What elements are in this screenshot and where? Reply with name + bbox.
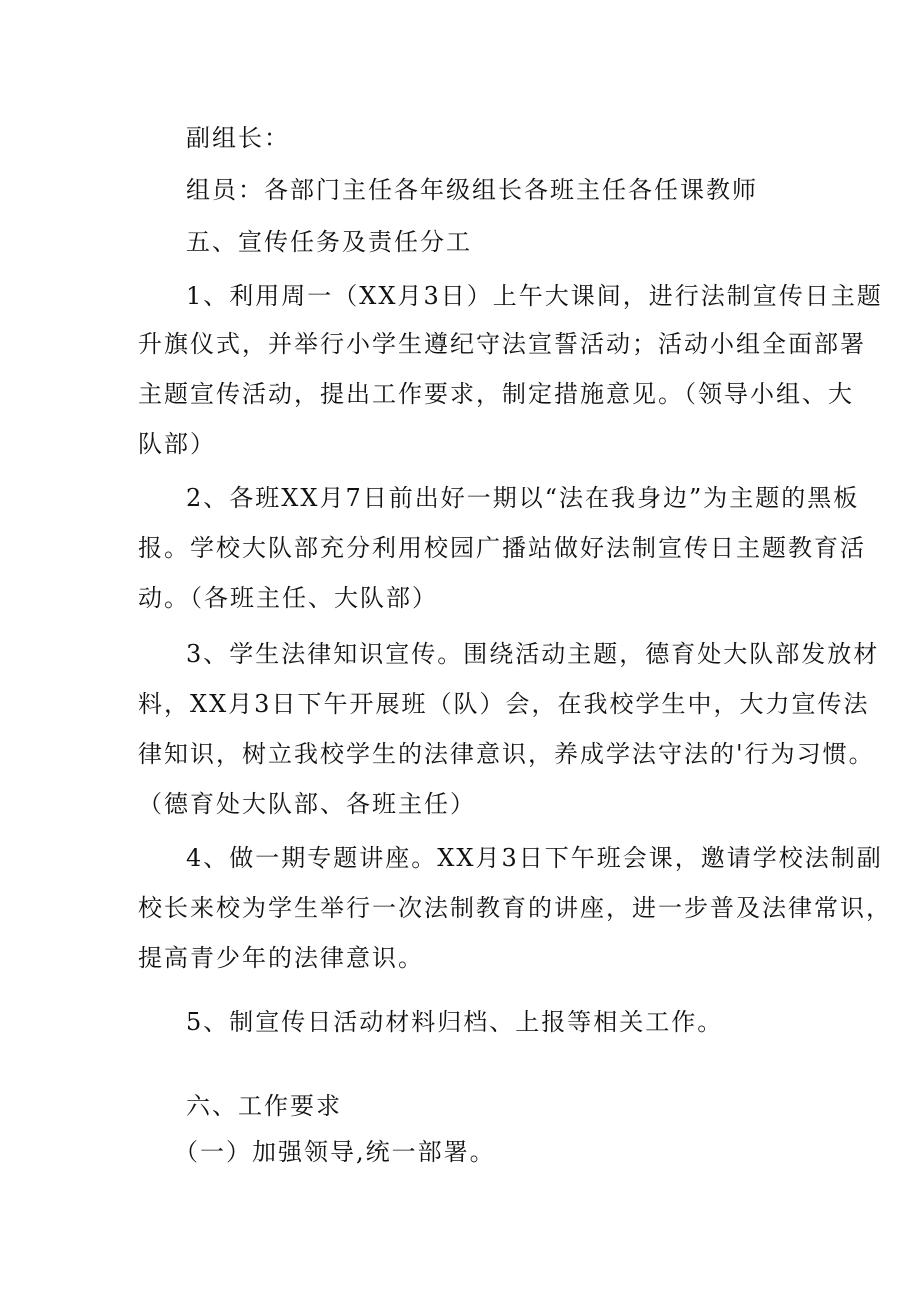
item-1-line-4: 队部） [138, 430, 216, 458]
item-2-line-1: 2、各班XX月7日前出好一期以“法在我身边”为主题的黑板 [186, 484, 860, 512]
item-5-line: 5、制宣传日活动材料归档、上报等相关工作。 [186, 1008, 724, 1036]
section-six-heading: 六、工作要求 [186, 1092, 342, 1120]
item-1-line-1: 1、利用周一（XX月3日）上午大课间，进行法制宣传日主题 [186, 282, 883, 310]
item-1-line-3: 主题宣传活动，提出工作要求，制定措施意见。（领导小组、大 [138, 380, 854, 408]
requirement-1-line: （一）加强领导,统一部署。 [174, 1138, 496, 1166]
section-five-heading: 五、宣传任务及责任分工 [186, 228, 472, 256]
item-3-line-2: 料，XX月3日下午开展班（队）会，在我校学生中，大力宣传法 [138, 690, 870, 718]
item-2-line-3: 动。（各班主任、大队部） [138, 584, 438, 612]
item-3-line-4: （德育处大队部、各班主任） [138, 790, 476, 818]
item-2-line-2: 报。学校大队部充分利用校园广播站做好法制宣传日主题教育活 [138, 534, 866, 562]
item-4-line-2: 校长来校为学生举行一次法制教育的讲座，进一步普及法律常识， [138, 894, 892, 922]
item-1-line-2: 升旗仪式，并举行小学生遵纪守法宣誓活动；活动小组全面部署 [138, 330, 866, 358]
members-line: 组员：各部门主任各年级组长各班主任各任课教师 [186, 176, 758, 204]
deputy-leader-line: 副组长： [186, 124, 290, 152]
item-4-line-3: 提高青少年的法律意识。 [138, 944, 424, 972]
item-4-line-1: 4、做一期专题讲座。XX月3日下午班会课，邀请学校法制副 [186, 844, 883, 872]
item-3-line-1: 3、学生法律知识宣传。围绕活动主题，德育处大队部发放材 [186, 640, 880, 668]
item-3-line-3: 律知识，树立我校学生的法律意识，养成学法守法的'行为习惯。 [138, 740, 875, 768]
